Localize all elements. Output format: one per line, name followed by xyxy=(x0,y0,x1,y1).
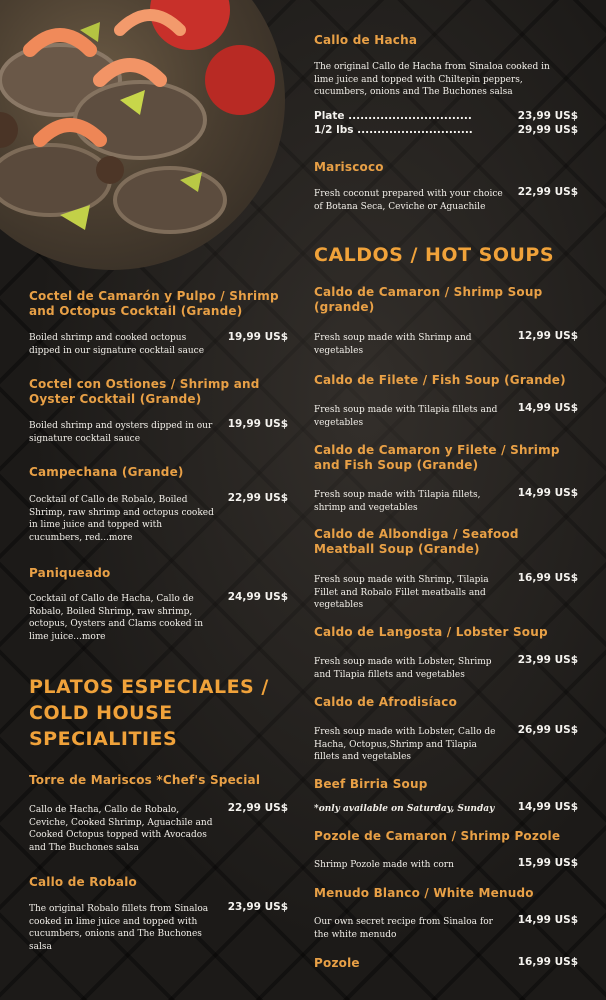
item-description: Fresh soup made with Tilapia fillets, shrimp and vegetables xyxy=(314,490,481,513)
item-title: Torre de Mariscos *Chef's Special xyxy=(29,773,261,787)
item-title: Beef Birria Soup xyxy=(314,777,428,791)
item-price: 16,99 US$ xyxy=(517,956,578,968)
item-title: Caldo de Camaron y Filete / Shrimp and Fish Soup (Grande) xyxy=(314,443,560,472)
item-description: Cocktail of Callo de Robalo, Boiled Shrimp, raw shrimp and octopus cooked in lime juice and topped with cucumbers, red...more xyxy=(29,495,214,543)
item-title: Menudo Blanco / White Menudo xyxy=(314,886,534,900)
item-description: Fresh soup made with Lobster, Shrimp and Tilapia fillets and vegetables xyxy=(314,657,492,680)
item-description: Boiled shrimp and cooked octopus dipped in our signature cocktail sauce xyxy=(29,333,205,356)
item-title: Caldo de Camaron / Shrimp Soup (grande) xyxy=(314,285,543,314)
item-price: 26,99 US$ xyxy=(517,724,578,736)
item-price: 22,99 US$ xyxy=(517,186,578,198)
item-title: Caldo de Afrodisíaco xyxy=(314,695,458,709)
item-description: The original Callo de Hacha from Sinaloa cooked in lime juice and topped with Chiltepin peppers, cucumbers, onions and The Buchones salsa xyxy=(314,62,550,97)
item-title: Callo de Robalo xyxy=(29,875,137,889)
item-title: Pozole de Camaron / Shrimp Pozole xyxy=(314,829,561,843)
item-title: Mariscoco xyxy=(314,160,384,174)
section-title-hot-soups: CALDOS / HOT SOUPS xyxy=(314,244,555,266)
item-price: 14,99 US$ xyxy=(517,402,578,414)
item-description: The original Robalo fillets from Sinaloa cooked in lime juice and topped with cucumbers, onions and The Buchones salsa xyxy=(29,904,209,952)
item-price: 16,99 US$ xyxy=(517,572,578,584)
item-price: 23,99 US$ xyxy=(227,901,288,913)
item-description: Fresh soup made with Shrimp, Tilapia Fillet and Robalo Fillet meatballs and vegetables xyxy=(314,575,489,610)
item-price: 23,99 US$ xyxy=(517,654,578,666)
item-price: 15,99 US$ xyxy=(517,857,578,869)
item-price: 14,99 US$ xyxy=(517,801,578,813)
item-title: Coctel de Camarón y Pulpo / Shrimp and Octopus Cocktail (Grande) xyxy=(29,289,279,318)
item-title: Paniqueado xyxy=(29,566,111,580)
item-price: 14,99 US$ xyxy=(517,914,578,926)
item-title: Coctel con Ostiones / Shrimp and Oyster Cocktail (Grande) xyxy=(29,377,260,406)
item-description: Fresh soup made with Shrimp and vegetables xyxy=(314,333,472,356)
plate-price: 23,99 US$ xyxy=(517,110,578,122)
item-price: 22,99 US$ xyxy=(227,802,288,814)
item-title: Callo de Hacha xyxy=(314,33,418,47)
item-price: 19,99 US$ xyxy=(227,331,288,343)
item-price: 14,99 US$ xyxy=(517,487,578,499)
item-description: Callo de Hacha, Callo de Robalo, Ceviche, Cooked Shrimp, Aguachile and Cooked Octopus topped with Avocados and The Buchones salsa xyxy=(29,805,213,853)
availability-note: *only available on Saturday, Sunday xyxy=(314,804,495,814)
section-title-specialities: PLATOS ESPECIALES / COLD HOUSE SPECIALITIES xyxy=(29,676,269,750)
item-price: 12,99 US$ xyxy=(517,330,578,342)
item-price: 22,99 US$ xyxy=(227,492,288,504)
item-description: Fresh coconut prepared with your choice of Botana Seca, Ceviche or Aguachile xyxy=(314,189,503,212)
plate-label: Plate ............................... xyxy=(314,110,472,122)
half-pound-label: 1/2 lbs ............................. xyxy=(314,124,473,136)
item-title: Pozole xyxy=(314,956,360,970)
item-title: Caldo de Filete / Fish Soup (Grande) xyxy=(314,373,566,387)
item-description: Our own secret recipe from Sinaloa for the white menudo xyxy=(314,917,493,940)
half-pound-price: 29,99 US$ xyxy=(517,124,578,136)
item-price: 24,99 US$ xyxy=(227,591,288,603)
item-description: Cocktail of Callo de Hacha, Callo de Robalo, Boiled Shrimp, raw shrimp, octopus, Oysters and Clams cooked in lime juice...more xyxy=(29,594,204,642)
item-description: Shrimp Pozole made with corn xyxy=(314,860,454,870)
item-title: Caldo de Langosta / Lobster Soup xyxy=(314,625,548,639)
item-description: Fresh soup made with Tilapia fillets and vegetables xyxy=(314,405,498,428)
item-title: Campechana (Grande) xyxy=(29,465,184,479)
item-price: 19,99 US$ xyxy=(227,418,288,430)
item-title: Caldo de Albondiga / Seafood Meatball Soup (Grande) xyxy=(314,527,519,556)
item-description: Fresh soup made with Lobster, Callo de Hacha, Octopus,Shrimp and Tilapia fillets and vegetables xyxy=(314,727,496,762)
item-description: Boiled shrimp and oysters dipped in our signature cocktail sauce xyxy=(29,421,213,444)
